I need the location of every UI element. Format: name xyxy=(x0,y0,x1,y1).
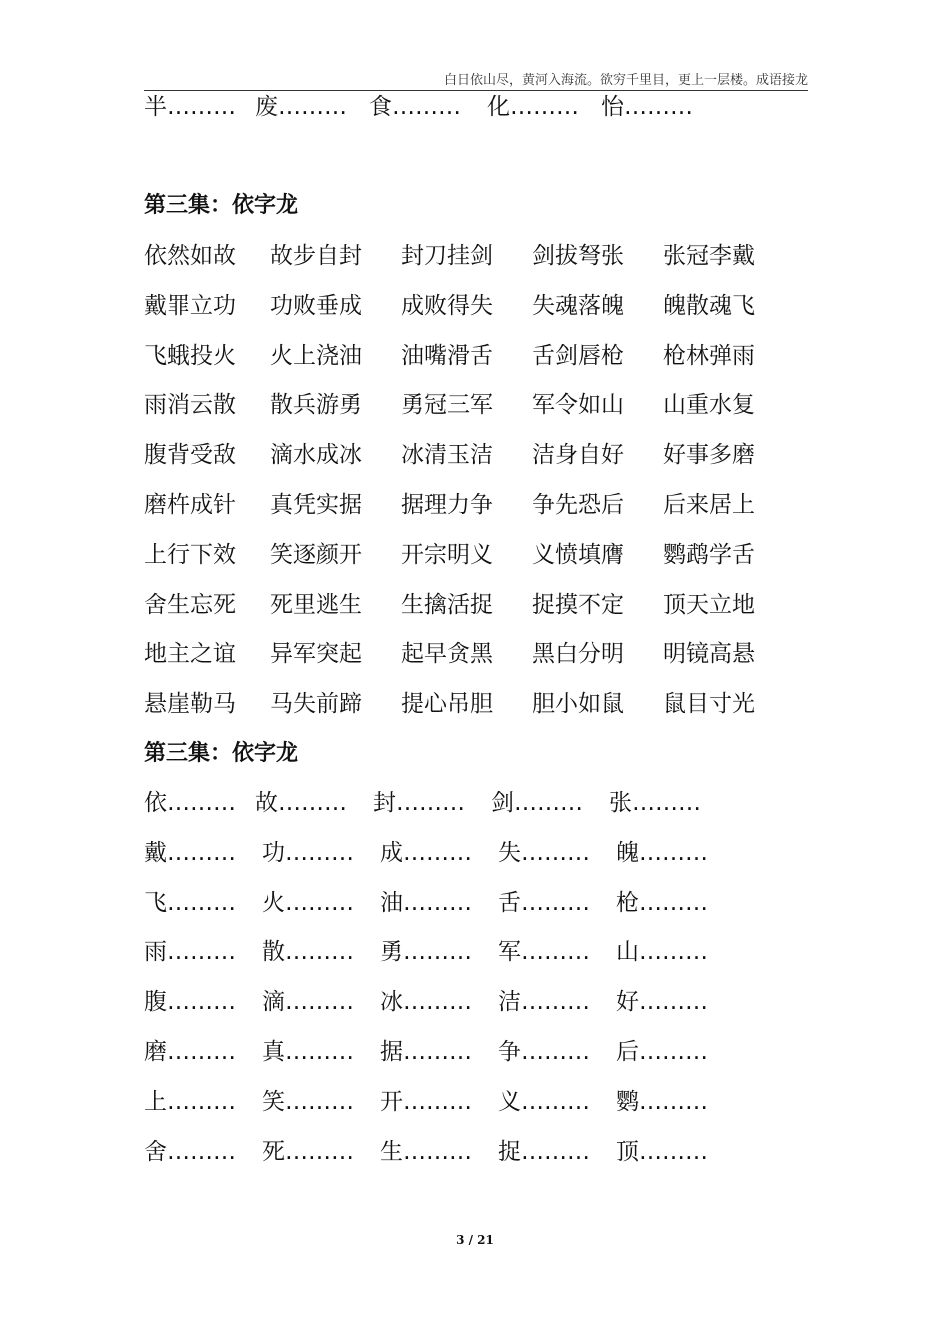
blank-item: 怡……… xyxy=(601,94,693,120)
blank-row xyxy=(144,1087,708,1117)
idiom-row xyxy=(144,639,755,669)
blank-item: 枪……… xyxy=(616,889,708,916)
idiom-item: 功败垂成 xyxy=(270,292,362,319)
idiom-item: 异军突起 xyxy=(270,641,362,668)
blank-row xyxy=(144,1037,708,1067)
idiom-item: 悬崖勒马 xyxy=(144,691,236,718)
blank-item: 舍……… xyxy=(144,1138,236,1165)
idiom-row xyxy=(144,241,755,271)
idiom-item: 戴罪立功 xyxy=(144,292,236,319)
idiom-row xyxy=(144,590,755,620)
blank-item: 据……… xyxy=(380,1039,472,1065)
blank-item: 雨……… xyxy=(144,939,236,966)
blank-item: 舌……… xyxy=(498,889,590,916)
idiom-item: 顶天立地 xyxy=(663,591,755,618)
blank-item: 魄……… xyxy=(616,839,708,866)
idiom-item: 滴水成冰 xyxy=(270,442,362,469)
idiom-item: 山重水复 xyxy=(663,392,755,419)
idiom-item: 据理力争 xyxy=(401,492,493,518)
idiom-item: 雨消云散 xyxy=(144,392,236,419)
idiom-item: 黑白分明 xyxy=(532,641,624,668)
blank-item: 磨……… xyxy=(144,1039,236,1065)
idiom-item: 义愤填膺 xyxy=(532,541,624,568)
blank-item: 封……… xyxy=(373,790,465,816)
blank-item: 捉……… xyxy=(498,1138,590,1165)
section-title: 第三集：依字龙 xyxy=(144,741,299,766)
idiom-row xyxy=(144,440,755,470)
idiom-item: 军令如山 xyxy=(532,392,624,419)
blank-item: 功……… xyxy=(262,839,354,866)
header-text: 白日依山尽，黄河入海流。欲穷千里目，更上一层楼。成语接龙 xyxy=(443,73,808,88)
blank-row xyxy=(144,937,708,967)
idiom-item: 笑逐颜开 xyxy=(270,541,362,568)
idiom-row xyxy=(144,341,755,371)
idiom-item: 明镜高悬 xyxy=(663,641,755,668)
blank-item: 张……… xyxy=(609,790,701,816)
blank-item: 散……… xyxy=(262,939,354,966)
idiom-item: 鹦鹉学舌 xyxy=(663,541,755,568)
idiom-item: 磨杵成针 xyxy=(144,492,236,518)
idiom-item: 枪林弹雨 xyxy=(663,342,755,369)
blank-item: 火……… xyxy=(262,889,354,916)
blank-item: 军……… xyxy=(498,939,590,966)
blank-item: 山……… xyxy=(616,939,708,966)
idiom-item: 故步自封 xyxy=(270,243,362,269)
blank-item: 成……… xyxy=(380,839,472,866)
blank-item: 生……… xyxy=(380,1138,472,1165)
blank-item: 戴……… xyxy=(144,839,236,866)
idiom-row xyxy=(144,390,755,420)
idiom-item: 真凭实据 xyxy=(270,492,362,518)
blank-item: 化……… xyxy=(487,94,579,120)
blank-item: 半……… xyxy=(144,94,236,120)
page-number: 3 / 21 xyxy=(456,1233,494,1247)
idiom-item: 舍生忘死 xyxy=(144,591,236,618)
blank-item: 真……… xyxy=(262,1039,354,1065)
idiom-item: 马失前蹄 xyxy=(270,691,362,718)
idiom-item: 张冠李戴 xyxy=(663,243,755,269)
idiom-item: 飞蛾投火 xyxy=(144,342,236,369)
idiom-item: 胆小如鼠 xyxy=(532,691,624,718)
blank-item: 滴……… xyxy=(262,989,354,1016)
top-row xyxy=(144,92,693,122)
idiom-item: 失魂落魄 xyxy=(532,292,624,319)
idiom-item: 剑拔弩张 xyxy=(532,243,624,269)
idiom-item: 后来居上 xyxy=(663,492,755,518)
blank-item: 后……… xyxy=(616,1039,708,1065)
idiom-item: 腹背受敌 xyxy=(144,442,236,469)
idiom-item: 鼠目寸光 xyxy=(663,691,755,718)
blank-item: 依……… xyxy=(144,790,236,816)
blank-row xyxy=(144,987,708,1017)
blank-item: 好……… xyxy=(616,989,708,1016)
idiom-item: 依然如故 xyxy=(144,243,236,269)
blank-item: 废……… xyxy=(255,94,347,120)
idiom-row xyxy=(144,291,755,321)
idiom-item: 上行下效 xyxy=(144,541,236,568)
blank-item: 顶……… xyxy=(616,1138,708,1165)
idiom-item: 好事多磨 xyxy=(663,442,755,469)
idiom-item: 封刀挂剑 xyxy=(401,243,493,269)
blank-item: 死……… xyxy=(262,1138,354,1165)
blank-item: 义……… xyxy=(498,1088,590,1115)
idiom-item: 起早贪黑 xyxy=(401,641,493,668)
blank-item: 食……… xyxy=(369,94,461,120)
idiom-row xyxy=(144,490,755,520)
section-title: 第三集：依字龙 xyxy=(144,193,299,218)
blank-item: 飞……… xyxy=(144,889,236,916)
blank-item: 洁……… xyxy=(498,989,590,1016)
blank-row xyxy=(144,888,708,918)
idiom-row xyxy=(144,540,755,570)
idiom-item: 成败得失 xyxy=(401,292,493,319)
idiom-item: 魄散魂飞 xyxy=(663,292,755,319)
idiom-item: 死里逃生 xyxy=(270,591,362,618)
blank-row xyxy=(144,838,708,868)
idiom-item: 捉摸不定 xyxy=(532,591,624,618)
blank-item: 腹……… xyxy=(144,989,236,1016)
blank-item: 失……… xyxy=(498,839,590,866)
idiom-item: 争先恐后 xyxy=(532,492,624,518)
idiom-item: 油嘴滑舌 xyxy=(401,342,493,369)
idiom-item: 火上浇油 xyxy=(270,342,362,369)
blank-item: 剑……… xyxy=(491,790,583,816)
idiom-item: 提心吊胆 xyxy=(401,691,493,718)
blank-item: 故……… xyxy=(255,790,347,816)
idiom-row xyxy=(144,689,755,719)
idiom-item: 地主之谊 xyxy=(144,641,236,668)
idiom-item: 冰清玉洁 xyxy=(401,442,493,469)
idiom-item: 舌剑唇枪 xyxy=(532,342,624,369)
blank-row xyxy=(144,788,701,818)
blank-item: 冰……… xyxy=(380,989,472,1016)
idiom-item: 开宗明义 xyxy=(401,541,493,568)
idiom-item: 勇冠三军 xyxy=(401,392,493,419)
blank-item: 油……… xyxy=(380,889,472,916)
blank-item: 勇……… xyxy=(380,939,472,966)
blank-item: 争……… xyxy=(498,1039,590,1065)
blank-row xyxy=(144,1137,708,1167)
idiom-item: 生擒活捉 xyxy=(401,591,493,618)
blank-item: 上……… xyxy=(144,1088,236,1115)
idiom-item: 散兵游勇 xyxy=(270,392,362,419)
blank-item: 鹦……… xyxy=(616,1088,708,1115)
blank-item: 开……… xyxy=(380,1088,472,1115)
blank-item: 笑……… xyxy=(262,1088,354,1115)
idiom-item: 洁身自好 xyxy=(532,442,624,469)
page-header xyxy=(144,70,808,91)
